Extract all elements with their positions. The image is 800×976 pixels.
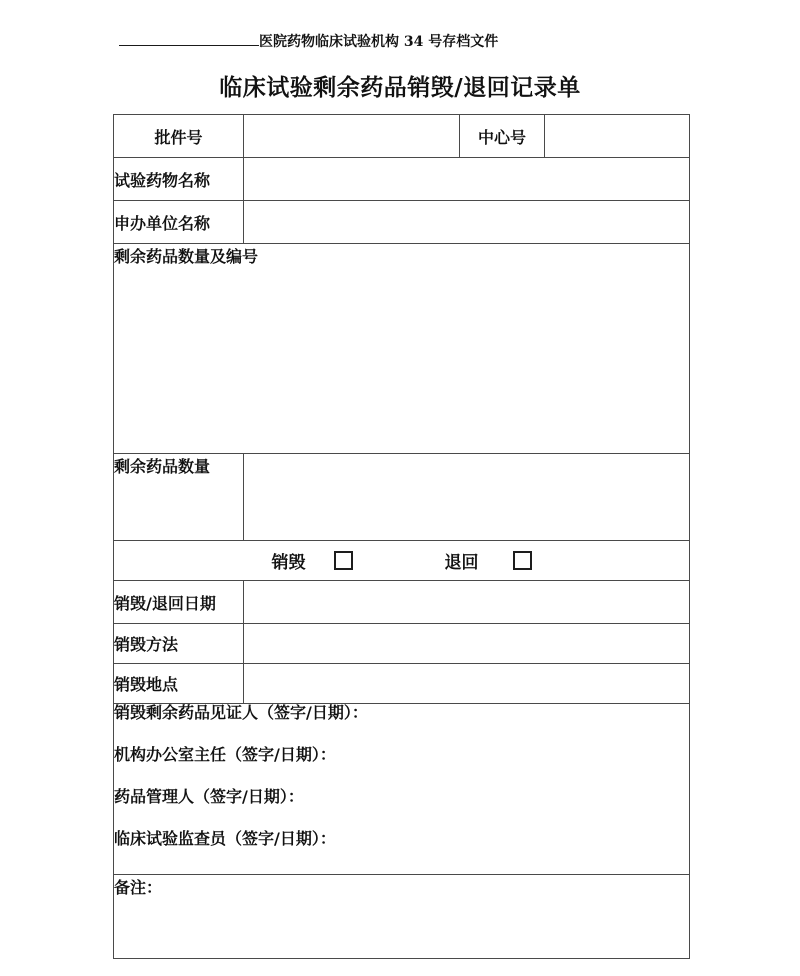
method-input-cell[interactable] bbox=[244, 624, 690, 664]
sponsor-label: 申办单位名称 bbox=[114, 201, 244, 244]
signature-line-manager: 药品管理人（签字/日期）： bbox=[114, 787, 304, 806]
center-no-input-cell[interactable] bbox=[545, 115, 690, 158]
row-remaining-qty bbox=[114, 454, 690, 541]
remaining-qty-label: 剩余药品数量 bbox=[114, 454, 244, 541]
destroy-label: 销毁 bbox=[271, 553, 306, 573]
row-remarks bbox=[114, 875, 690, 959]
archive-header bbox=[119, 31, 498, 51]
row-method bbox=[114, 624, 690, 664]
remarks-cell[interactable] bbox=[114, 875, 690, 959]
drug-name-input-cell[interactable] bbox=[244, 158, 690, 201]
approval-no-label: 批件号 bbox=[114, 115, 244, 158]
page-title: 临床试验剩余药品销毁/退回记录单 bbox=[219, 74, 581, 101]
row-date bbox=[114, 581, 690, 624]
signatures-cell[interactable] bbox=[114, 704, 690, 875]
date-input-cell[interactable] bbox=[244, 581, 690, 624]
remaining-qty-input-cell[interactable] bbox=[244, 454, 690, 541]
place-label: 销毁地点 bbox=[114, 664, 244, 704]
form-table bbox=[113, 114, 690, 959]
method-label: 销毁方法 bbox=[114, 624, 244, 664]
signature-line-witness: 销毁剩余药品见证人（签字/日期）： bbox=[114, 703, 368, 722]
row-place bbox=[114, 664, 690, 704]
destroy-checkbox[interactable] bbox=[334, 551, 353, 570]
remaining-qty-and-no-cell[interactable] bbox=[114, 244, 690, 454]
row-approval-center bbox=[114, 115, 690, 158]
drug-name-label: 试验药物名称 bbox=[114, 158, 244, 201]
signature-line-director: 机构办公室主任（签字/日期）： bbox=[114, 745, 336, 764]
place-input-cell[interactable] bbox=[244, 664, 690, 704]
remaining-qty-and-no-label: 剩余药品数量及编号 bbox=[114, 247, 259, 266]
row-sponsor bbox=[114, 201, 690, 244]
archive-header-text: 医院药物临床试验机构 34 号存档文件 bbox=[259, 34, 499, 50]
row-signatures bbox=[114, 704, 690, 875]
date-label: 销毁/退回日期 bbox=[114, 581, 244, 624]
approval-no-input-cell[interactable] bbox=[244, 115, 460, 158]
destroy-return-options bbox=[114, 548, 689, 573]
hospital-name-blank[interactable] bbox=[119, 31, 259, 46]
sponsor-input-cell[interactable] bbox=[244, 201, 690, 244]
row-remaining-qty-and-no bbox=[114, 244, 690, 454]
row-destroy-return bbox=[114, 541, 690, 581]
return-label: 退回 bbox=[444, 553, 479, 573]
signature-line-monitor: 临床试验监查员（签字/日期）： bbox=[114, 829, 336, 848]
row-drug-name bbox=[114, 158, 690, 201]
return-checkbox[interactable] bbox=[513, 551, 532, 570]
center-no-label: 中心号 bbox=[460, 115, 545, 158]
remarks-label: 备注： bbox=[114, 878, 163, 897]
